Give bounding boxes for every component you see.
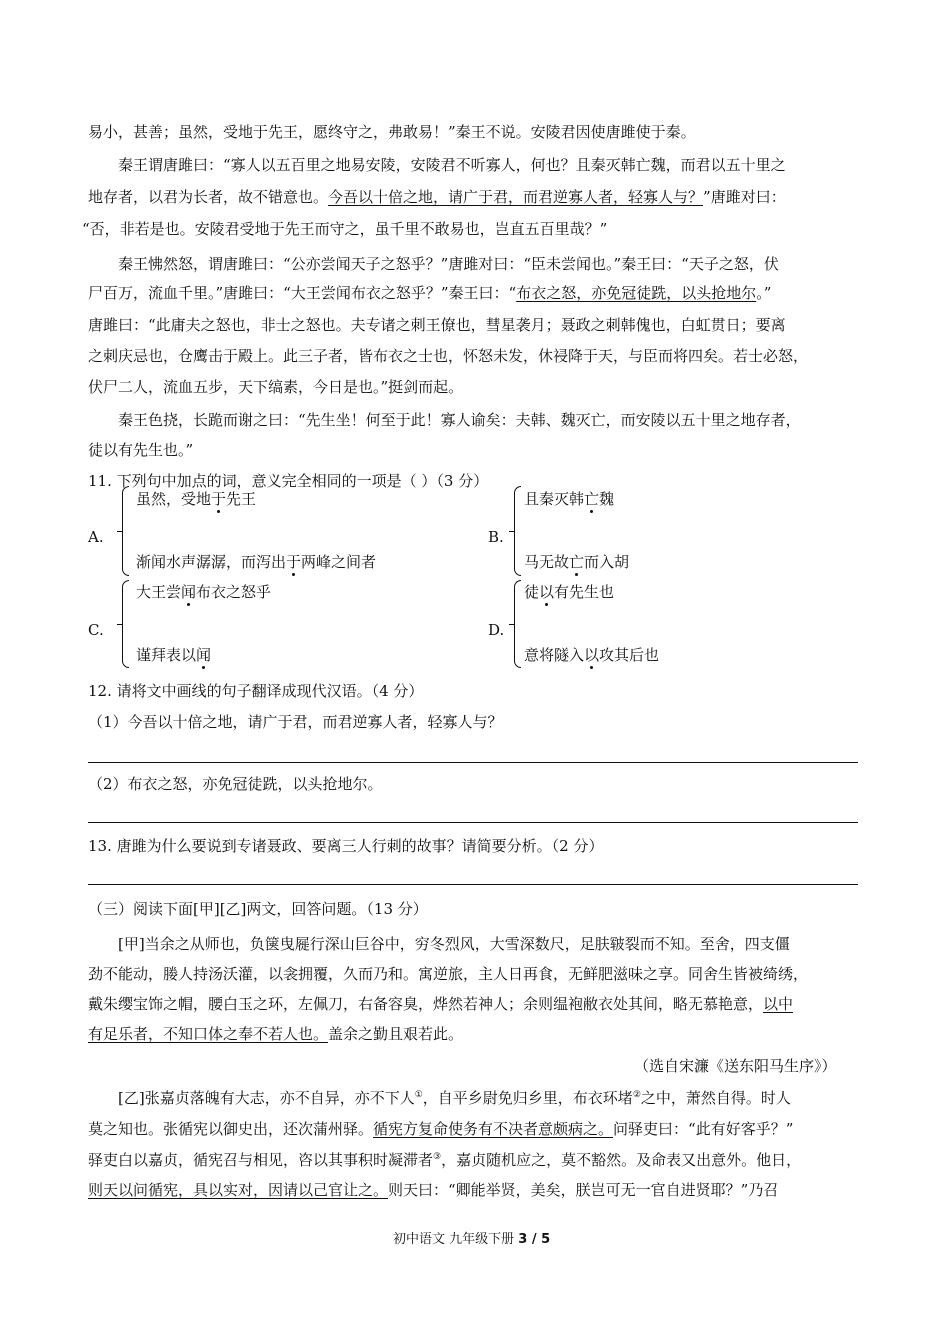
option-a-sentence-2: 渐闻水声潺潺，而泻出于两峰之间者 — [136, 553, 377, 571]
dotted-word: 闻 — [181, 583, 197, 601]
question-12-sentence-1: （1）今吾以十倍之地，请广于君，而君逆寡人者，轻寡人与？ — [88, 713, 503, 731]
option-b-brace — [514, 486, 521, 576]
passage-line: 易小，甚善；虽然，受地于先王，愿终守之，弗敢易！”秦王不说。安陵君因使唐雎使于秦。 — [88, 123, 696, 141]
underlined-sentence-jia: 有足乐者，不知口体之奉不若人也。 — [88, 1025, 329, 1043]
question-12-stem: 12. 请将文中画线的句子翻译成现代汉语。（4 分） — [88, 682, 424, 700]
question-11-stem: 11. 下列句中加点的词，意义完全相同的一项是（ ）（3 分） — [88, 472, 489, 490]
answer-line[interactable] — [88, 884, 858, 885]
page-number: 3 / 5 — [518, 1232, 551, 1247]
answer-line[interactable] — [88, 762, 858, 763]
option-c-sentence-2: 谨拜表以闻 — [136, 646, 212, 664]
underlined-sentence-yi: 则天以问循宪，具以实对，因请以己官让之。 — [88, 1181, 389, 1199]
passage-line: 秦王怫然怒，谓唐雎曰：“公亦尝闻天子之怒乎？”唐雎对曰：“臣未尝闻也。”秦王曰：“天子之怒，伏 — [118, 255, 779, 273]
dotted-word: 亡 — [584, 490, 600, 508]
dotted-word: 于 — [211, 490, 227, 508]
passage-line: 伏尸二人，流血五步，天下缟素，今日是也。”挺剑而起。 — [88, 378, 464, 396]
answer-line[interactable] — [88, 822, 858, 823]
dotted-word: 于 — [286, 553, 302, 571]
option-c-brace — [122, 580, 129, 668]
underlined-sentence-yi: 循宪方复命使务有不决者意颇病之。 — [373, 1120, 614, 1138]
passage-text: 地存者，以君为长者，故不错意也。 — [88, 188, 329, 206]
option-a-sentence-1: 虽然，受地于先王 — [136, 490, 257, 508]
option-c-label: C. — [88, 621, 104, 639]
page-footer: 初中语文 九年级下册 3 / 5 — [393, 1232, 551, 1247]
option-d-sentence-1: 徒以有先生也 — [524, 583, 615, 601]
passage-jia-line: 劲不能动，媵人持汤沃灌，以衾拥覆，久而乃和。寓逆旅，主人日再食，无鲜肥滋味之享。同舍生皆被绮绣， — [88, 965, 809, 983]
footnote-marker: ③ — [433, 1152, 442, 1162]
passage-jia-source: （选自宋濂《送东阳马生序》） — [634, 1057, 837, 1075]
passage-line: 之刺庆忌也，仓鹰击于殿上。此三子者，皆布衣之士也，怀怒未发，休祲降于天，与臣而将四矣。若士必怒， — [88, 347, 809, 365]
footnote-marker: ① — [414, 1090, 423, 1100]
passage-line: 秦王色挠，长跪而谢之曰：“先生坐！何至于此！寡人谕矣：夫韩、魏灭亡，而安陵以五十里之地存者， — [118, 411, 801, 429]
footnote-marker: ② — [632, 1090, 641, 1100]
option-b-label: B. — [488, 528, 504, 546]
passage-yi-line: [乙]张嘉贞落魄有大志，亦不自异，亦不下人①，自平乡尉免归乡里，布衣环堵②之中，萧然自得。时人 — [118, 1089, 791, 1107]
passage-jia-line: 有足乐者，不知口体之奉不若人也。盖余之勤且艰若此。 — [88, 1025, 464, 1043]
underlined-sentence-2: 布衣之怒，亦免冠徒跣，以头抢地尔 — [516, 284, 757, 302]
passage-line — [88, 187, 786, 207]
passage-yi-line: 驿吏白以嘉贞，循宪召与相见，咨以其事积时凝滞者③，嘉贞随机应之，莫不豁然。及命表又出意外。他日， — [88, 1151, 802, 1169]
passage-text: 。” — [756, 284, 772, 302]
dotted-word: 以 — [539, 583, 555, 601]
passage-line: “否，非若是也。安陵君受地于先王而守之，虽千里不敢易也，岂直五百里哉？” — [82, 220, 608, 238]
passage-text: 尸百万，流血千里。”唐雎曰：“大王尝闻布衣之怒乎？”秦王曰：“ — [88, 284, 517, 302]
passage-yi-line: 则天以问循宪，具以实对，因请以己官让之。则天曰：“卿能举贤，美矣，朕岂可无一官自进贤耶？”乃召 — [88, 1181, 779, 1199]
option-b-sentence-1: 且秦灭韩亡魏 — [524, 490, 615, 508]
underlined-sentence-jia: 以中 — [763, 995, 794, 1013]
question-13-stem: 13. 唐雎为什么要说到专诸聂政、要离三人行刺的故事？请简要分析。（2 分） — [88, 837, 604, 855]
passage-line: 秦王谓唐雎曰：“寡人以五百里之地易安陵，安陵君不听寡人，何也？且秦灭韩亡魏，而君以五十里之 — [118, 156, 786, 174]
passage-yi-line: 莫之知也。张循宪以御史出，还次蒲州驿。循宪方复命使务有不决者意颇病之。问驿吏曰：“此有好客乎？” — [88, 1120, 794, 1138]
dotted-word: 以 — [584, 646, 600, 664]
section-3-heading: （三）阅读下面[甲][乙]两文，回答问题。（13 分） — [88, 900, 428, 918]
question-12-sentence-2: （2）布衣之怒，亦免冠徒跣，以头抢地尔。 — [88, 775, 383, 793]
passage-jia-line: 戴朱缨宝饰之帽，腰白玉之环，左佩刀，右备容臭，烨然若神人；余则缊袍敝衣处其间，略无慕艳意，以中 — [88, 995, 794, 1013]
option-b-sentence-2: 马无故亡而入胡 — [524, 553, 630, 571]
dotted-word: 闻 — [196, 646, 212, 664]
passage-line — [88, 283, 771, 303]
underlined-sentence-1: 今吾以十倍之地，请广于君，而君逆寡人者，轻寡人与？ — [328, 188, 704, 206]
passage-jia-line: [甲]当余之从师也，负箧曳屣行深山巨谷中，穷冬烈风，大雪深数尺，足肤皲裂而不知。至舍，四支僵 — [118, 935, 790, 953]
option-d-brace — [514, 580, 521, 668]
option-d-sentence-2: 意将隧入以攻其后也 — [524, 646, 660, 664]
dotted-word: 亡 — [569, 553, 585, 571]
option-a-brace — [122, 486, 129, 576]
option-a-label: A. — [88, 528, 104, 546]
option-d-label: D. — [488, 621, 505, 639]
passage-line: 唐雎曰：“此庸夫之怒也，非士之怒也。夫专诸之刺王僚也，彗星袭月；聂政之刺韩傀也，白虹贯日；要离 — [88, 316, 786, 334]
passage-line: 徒以有先生也。” — [88, 441, 194, 459]
option-c-sentence-1: 大王尝闻布衣之怒乎 — [136, 583, 272, 601]
passage-text: ”唐雎对曰： — [703, 188, 786, 206]
